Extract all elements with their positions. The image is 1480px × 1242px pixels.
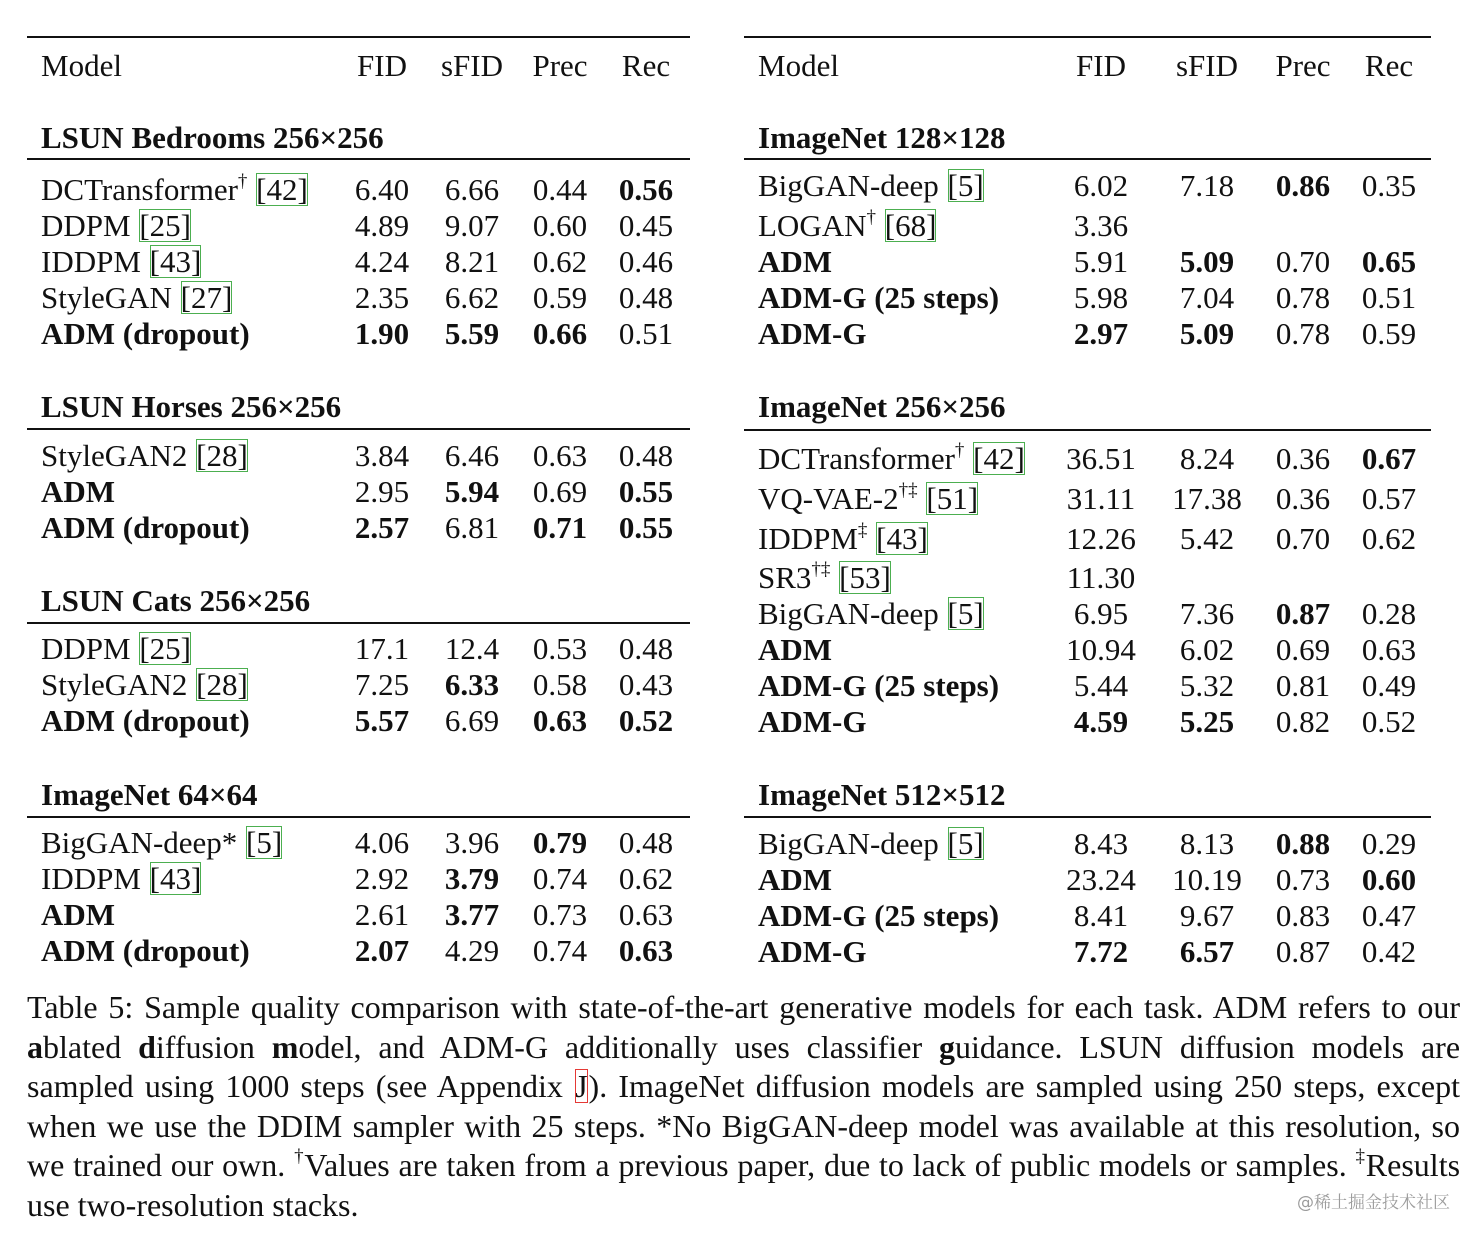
model-name: DCTransformer	[41, 172, 238, 207]
fid-value: 36.51	[1066, 441, 1136, 476]
prec-value: 0.79	[532, 825, 588, 860]
citation-link[interactable]: [42]	[973, 441, 1025, 476]
model-name: ADM	[758, 244, 833, 279]
model-name: ADM-G (25 steps)	[758, 280, 1000, 315]
sfid-value: 5.94	[444, 474, 500, 509]
sfid-value: 3.96	[444, 825, 500, 860]
sfid-value: 9.07	[444, 208, 500, 243]
caption-label: Table 5:	[27, 989, 134, 1025]
fid-value: 8.43	[1073, 826, 1129, 861]
section-title: ImageNet 512×512	[758, 777, 1006, 812]
model-name: VQ-VAE-2	[758, 481, 899, 516]
sfid-value: 6.62	[444, 280, 500, 315]
model-cell	[41, 474, 115, 510]
fid-value: 10.94	[1066, 632, 1136, 667]
table-row	[744, 898, 1431, 934]
table-row	[27, 825, 690, 861]
citation-link[interactable]: [43]	[876, 521, 928, 556]
table-row	[27, 316, 690, 352]
table-row	[744, 862, 1431, 898]
model-name: BigGAN-deep	[758, 596, 939, 631]
prec-value: 0.82	[1275, 704, 1331, 739]
model-cell	[758, 596, 985, 632]
column-header-model: Model	[41, 48, 122, 83]
fid-value: 3.36	[1073, 208, 1129, 243]
prec-value: 0.73	[532, 897, 588, 932]
model-cell	[758, 521, 929, 557]
section-title: LSUN Cats 256×256	[41, 583, 311, 618]
model-name: ADM-G (25 steps)	[758, 898, 1000, 933]
table-row	[27, 244, 690, 280]
top-rule	[27, 36, 690, 38]
citation-link[interactable]: [53]	[839, 560, 891, 595]
model-name: ADM-G (25 steps)	[758, 668, 1000, 703]
rec-value: 0.67	[1361, 441, 1417, 476]
citation-link[interactable]: [5]	[947, 596, 984, 631]
sfid-value: 5.09	[1179, 244, 1235, 279]
citation-link[interactable]: [42]	[256, 172, 308, 207]
model-name: StyleGAN	[41, 280, 172, 315]
fid-value: 5.57	[354, 703, 410, 738]
section-rule	[744, 429, 1431, 431]
fid-value: 2.61	[354, 897, 410, 932]
column-header-sfid: sFID	[440, 48, 503, 83]
dagger-footnote-mark: †	[294, 1146, 305, 1168]
rec-value: 0.59	[1361, 316, 1417, 351]
rec-value: 0.28	[1361, 596, 1417, 631]
rec-value: 0.52	[618, 703, 674, 738]
citation-link[interactable]: [5]	[947, 168, 984, 203]
citation-link[interactable]: [28]	[196, 667, 248, 702]
prec-value: 0.73	[1275, 862, 1331, 897]
rec-value: 0.48	[618, 825, 674, 860]
sfid-value: 5.59	[444, 316, 500, 351]
model-cell	[41, 667, 249, 703]
prec-value: 0.66	[532, 316, 588, 351]
model-name: ADM (dropout)	[41, 316, 250, 351]
fid-value: 31.11	[1066, 481, 1136, 516]
table-row	[744, 934, 1431, 970]
rec-value: 0.42	[1361, 934, 1417, 969]
model-name: DDPM	[41, 631, 131, 666]
fid-value: 1.90	[354, 316, 410, 351]
header-row	[27, 48, 690, 84]
column-header-model: Model	[758, 48, 839, 83]
column-header-fid: FID	[1076, 48, 1126, 83]
citation-link[interactable]: [51]	[926, 481, 979, 516]
section-rule	[27, 428, 690, 430]
prec-value: 0.86	[1275, 168, 1331, 203]
section-rule	[744, 158, 1431, 160]
sfid-value: 8.21	[444, 244, 500, 279]
model-name: ADM (dropout)	[41, 933, 250, 968]
model-cell	[758, 244, 832, 280]
model-name: IDDPM	[41, 244, 141, 279]
model-cell	[758, 208, 937, 244]
table-row	[27, 933, 690, 969]
table-row	[744, 208, 1431, 244]
table-row	[744, 441, 1431, 477]
table-row	[27, 280, 690, 316]
model-name: ADM-G	[758, 934, 867, 969]
section-title: ImageNet 128×128	[758, 120, 1006, 155]
prec-value: 0.69	[532, 474, 588, 509]
model-name: StyleGAN2	[41, 438, 188, 473]
model-cell	[758, 316, 866, 352]
sfid-value: 9.67	[1179, 898, 1235, 933]
prec-value: 0.60	[532, 208, 588, 243]
table-row	[27, 897, 690, 933]
rec-value: 0.55	[618, 510, 674, 545]
model-cell	[758, 560, 892, 596]
fid-value: 4.24	[354, 244, 410, 279]
fid-value: 8.41	[1073, 898, 1129, 933]
model-cell	[41, 510, 250, 546]
rec-value: 0.48	[618, 438, 674, 473]
table-row	[27, 474, 690, 510]
sfid-value: 5.25	[1179, 704, 1235, 739]
prec-value: 0.69	[1275, 632, 1331, 667]
prec-value: 0.63	[532, 438, 588, 473]
rec-value: 0.46	[618, 244, 674, 279]
rec-value: 0.62	[618, 861, 674, 896]
fid-value: 11.30	[1066, 560, 1136, 595]
table-row	[744, 521, 1431, 557]
table-row	[27, 631, 690, 667]
sfid-value: 6.33	[444, 667, 500, 702]
table-row	[744, 168, 1431, 204]
prec-value: 0.59	[532, 280, 588, 315]
prec-value: 0.88	[1275, 826, 1331, 861]
section-rule	[744, 816, 1431, 818]
section-rule	[27, 622, 690, 624]
watermark: @稀土掘金技术社区	[1297, 1193, 1450, 1213]
sfid-value: 7.36	[1179, 596, 1235, 631]
citation-link[interactable]: [43]	[149, 244, 202, 279]
fid-value: 4.59	[1073, 704, 1129, 739]
table-row	[27, 208, 690, 244]
prec-value: 0.83	[1275, 898, 1331, 933]
model-cell	[758, 632, 832, 668]
model-name: ADM-G	[758, 316, 867, 351]
prec-value: 0.53	[532, 631, 588, 666]
table-row	[744, 826, 1431, 862]
sfid-value: 4.29	[444, 933, 500, 968]
rec-value: 0.63	[618, 897, 674, 932]
model-name: StyleGAN2	[41, 667, 188, 702]
fid-value: 7.25	[354, 667, 410, 702]
fid-value: 4.06	[354, 825, 410, 860]
prec-value: 0.63	[532, 703, 588, 738]
sfid-value: 17.38	[1172, 481, 1242, 516]
table-row	[744, 280, 1431, 316]
rec-value: 0.65	[1361, 244, 1417, 279]
column-header-sfid: sFID	[1175, 48, 1238, 83]
model-cell	[758, 668, 999, 704]
fid-value: 17.1	[354, 631, 410, 666]
model-name: ADM	[758, 862, 833, 897]
model-cell	[758, 704, 866, 740]
header-row	[744, 48, 1431, 84]
rec-value: 0.62	[1361, 521, 1417, 556]
fid-value: 2.07	[354, 933, 410, 968]
footnote-mark: †	[866, 206, 876, 228]
prec-value: 0.44	[532, 172, 588, 207]
prec-value: 0.74	[532, 933, 588, 968]
model-name: BigGAN-deep	[758, 168, 939, 203]
sfid-value: 6.69	[444, 703, 500, 738]
fid-value: 3.84	[354, 438, 410, 473]
prec-value: 0.70	[1275, 244, 1331, 279]
model-name: SR3	[758, 560, 812, 595]
prec-value: 0.58	[532, 667, 588, 702]
model-cell	[758, 898, 999, 934]
sfid-value: 8.24	[1179, 441, 1235, 476]
section-title: ImageNet 64×64	[41, 777, 258, 812]
prec-value: 0.62	[532, 244, 588, 279]
sfid-value: 6.57	[1179, 934, 1235, 969]
prec-value: 0.74	[532, 861, 588, 896]
table-row	[744, 668, 1431, 704]
table-row	[27, 703, 690, 739]
rec-value: 0.43	[618, 667, 674, 702]
model-cell	[758, 934, 866, 970]
model-name: IDDPM	[41, 861, 141, 896]
model-cell	[41, 316, 250, 352]
rec-value: 0.63	[1361, 632, 1417, 667]
model-name: DDPM	[41, 208, 131, 243]
rec-value: 0.63	[618, 933, 674, 968]
table-row	[744, 481, 1431, 517]
sfid-value: 6.02	[1179, 632, 1235, 667]
model-name: IDDPM	[758, 521, 858, 556]
model-name: ADM (dropout)	[41, 510, 250, 545]
fid-value: 6.02	[1073, 168, 1129, 203]
model-cell	[41, 703, 250, 739]
sfid-value: 6.46	[444, 438, 500, 473]
rec-value: 0.60	[1361, 862, 1417, 897]
prec-value: 0.36	[1275, 441, 1331, 476]
sfid-value: 5.42	[1179, 521, 1235, 556]
fid-value: 23.24	[1066, 862, 1136, 897]
section-title: LSUN Bedrooms 256×256	[41, 120, 384, 155]
top-rule	[744, 36, 1431, 38]
section-title: ImageNet 256×256	[758, 389, 1006, 424]
footnote-mark: †‡	[811, 558, 831, 580]
table-row	[744, 704, 1431, 740]
model-cell	[41, 208, 192, 244]
fid-value: 4.89	[354, 208, 410, 243]
fid-value: 5.98	[1073, 280, 1129, 315]
sfid-value: 3.77	[444, 897, 500, 932]
sfid-value: 7.04	[1179, 280, 1235, 315]
model-cell	[41, 172, 309, 208]
sfid-value: 6.66	[444, 172, 500, 207]
prec-value: 0.87	[1275, 934, 1331, 969]
prec-value: 0.71	[532, 510, 588, 545]
model-cell	[41, 438, 249, 474]
table-row	[27, 172, 690, 208]
prec-value: 0.78	[1275, 280, 1331, 315]
citation-link[interactable]: [25]	[139, 208, 191, 243]
rec-value: 0.51	[1361, 280, 1417, 315]
model-name: ADM	[41, 897, 116, 932]
rec-value: 0.35	[1361, 168, 1417, 203]
sfid-value: 10.19	[1172, 862, 1242, 897]
citation-link[interactable]: [27]	[180, 280, 233, 315]
citation-link[interactable]: [5]	[947, 826, 984, 861]
rec-value: 0.48	[618, 631, 674, 666]
fid-value: 7.72	[1073, 934, 1129, 969]
sfid-value: 7.18	[1179, 168, 1235, 203]
model-name: ADM	[758, 632, 833, 667]
table-row	[27, 438, 690, 474]
model-name: ADM-G	[758, 704, 867, 739]
rec-value: 0.52	[1361, 704, 1417, 739]
table-row	[744, 560, 1431, 596]
fid-value: 2.97	[1073, 316, 1129, 351]
fid-value: 2.92	[354, 861, 410, 896]
model-cell	[41, 825, 283, 861]
sfid-value: 6.81	[444, 510, 500, 545]
sfid-value: 5.09	[1179, 316, 1235, 351]
appendix-link[interactable]: J	[575, 1068, 588, 1104]
column-header-rec: Rec	[621, 48, 671, 83]
rec-value: 0.49	[1361, 668, 1417, 703]
table-row	[744, 596, 1431, 632]
footnote-mark: †	[237, 170, 248, 192]
footnote-mark: ‡	[857, 519, 868, 541]
fid-value: 5.91	[1073, 244, 1129, 279]
model-name: ADM	[41, 474, 116, 509]
model-cell	[41, 244, 202, 280]
model-cell	[41, 861, 202, 897]
model-cell	[41, 280, 233, 316]
citation-link[interactable]: [28]	[196, 438, 248, 473]
prec-value: 0.78	[1275, 316, 1331, 351]
model-cell	[758, 280, 999, 316]
fid-value: 12.26	[1066, 521, 1136, 556]
model-cell	[758, 481, 979, 517]
citation-link[interactable]: [43]	[149, 861, 202, 896]
rec-value: 0.57	[1361, 481, 1417, 516]
rec-value: 0.56	[618, 172, 674, 207]
rec-value: 0.47	[1361, 898, 1417, 933]
model-cell	[758, 168, 985, 204]
rec-value: 0.55	[618, 474, 674, 509]
fid-value: 2.57	[354, 510, 410, 545]
footnote-mark: †‡	[898, 479, 918, 501]
prec-value: 0.87	[1275, 596, 1331, 631]
rec-value: 0.29	[1361, 826, 1417, 861]
rec-value: 0.51	[618, 316, 674, 351]
sfid-value: 12.4	[444, 631, 500, 666]
rec-value: 0.45	[618, 208, 674, 243]
citation-link[interactable]: [68]	[884, 208, 937, 243]
double-dagger-footnote-mark: ‡	[1355, 1146, 1366, 1168]
column-header-prec: Prec	[532, 48, 588, 83]
column-header-rec: Rec	[1364, 48, 1414, 83]
section-title: LSUN Horses 256×256	[41, 389, 342, 424]
column-header-fid: FID	[357, 48, 407, 83]
section-rule	[27, 816, 690, 818]
prec-value: 0.81	[1275, 668, 1331, 703]
model-name: LOGAN	[758, 208, 867, 243]
prec-value: 0.70	[1275, 521, 1331, 556]
model-cell	[41, 631, 192, 667]
table-row	[27, 510, 690, 546]
rec-value: 0.48	[618, 280, 674, 315]
model-cell	[41, 897, 115, 933]
fid-value: 6.40	[354, 172, 410, 207]
table-row	[27, 667, 690, 703]
table-row	[744, 316, 1431, 352]
fid-value: 2.35	[354, 280, 410, 315]
model-name: BigGAN-deep	[758, 826, 939, 861]
section-rule	[27, 158, 690, 160]
model-cell	[41, 933, 250, 969]
table-row	[744, 244, 1431, 280]
citation-link[interactable]: [25]	[139, 631, 191, 666]
citation-link[interactable]: [5]	[246, 825, 283, 860]
table-row	[27, 861, 690, 897]
model-name: BigGAN-deep*	[41, 825, 238, 860]
footnote-mark: †	[954, 439, 965, 461]
model-name: DCTransformer	[758, 441, 955, 476]
sfid-value: 8.13	[1179, 826, 1235, 861]
fid-value: 5.44	[1073, 668, 1129, 703]
model-cell	[758, 441, 1026, 477]
model-cell	[758, 826, 985, 862]
sfid-value: 5.32	[1179, 668, 1235, 703]
fid-value: 2.95	[354, 474, 410, 509]
table-row	[744, 632, 1431, 668]
model-name: ADM (dropout)	[41, 703, 250, 738]
column-header-prec: Prec	[1275, 48, 1331, 83]
prec-value: 0.36	[1275, 481, 1331, 516]
model-cell	[758, 862, 832, 898]
fid-value: 6.95	[1073, 596, 1129, 631]
sfid-value: 3.79	[444, 861, 500, 896]
table-caption: Table 5: Sample quality comparison with state-of-the-art generative models for each task. ADM refers to our ablated diffusion model, and ADM-G additionally uses classifier guidance. LSUN diffusion models are sampled using 1000 steps (see Appendix J). ImageNet diffusion models are sampled using 250 steps, except when we use the DDIM sampler with 25 steps. *No BigGAN-deep model was available at this resolution, so we trained our own. †Values are taken from a previous paper, due to lack of public models or samples. ‡Results use two-resolution stacks.	[27, 989, 1461, 1223]
